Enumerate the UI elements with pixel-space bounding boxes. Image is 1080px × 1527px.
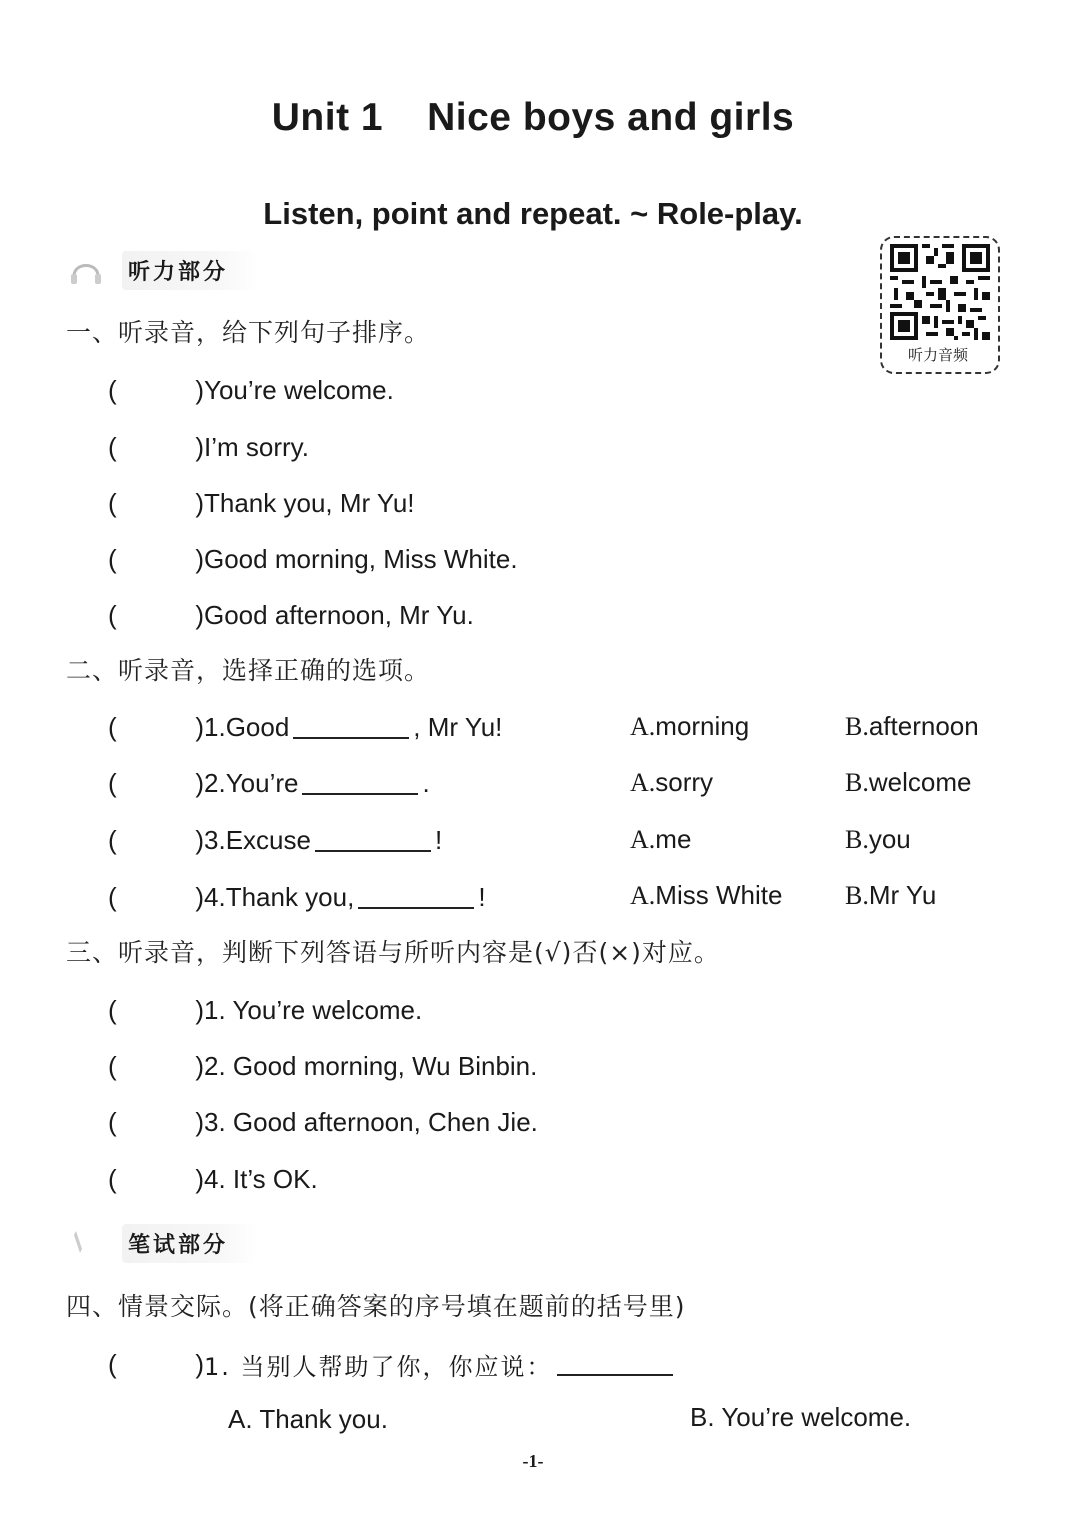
- fill-blank[interactable]: [557, 1352, 673, 1376]
- question-text-end: .: [422, 767, 430, 798]
- page-subtitle: Listen, point and repeat. ~ Role-play.: [263, 196, 803, 231]
- question-number: 3.: [204, 824, 226, 855]
- answer-bracket[interactable]: ( ): [108, 824, 204, 855]
- answer-bracket[interactable]: ( ): [108, 711, 204, 742]
- question-row: [108, 1346, 677, 1382]
- sentence-text: 3. Good afternoon, Chen Jie.: [204, 1106, 538, 1137]
- listening-section-tag: [66, 250, 258, 290]
- question-row: [108, 709, 502, 745]
- question-text: Thank you,: [225, 881, 355, 912]
- section3-heading: 三、听录音，判断下列答语与所听内容是(√)否(×)对应。: [66, 938, 720, 967]
- question-text: Good: [225, 711, 290, 742]
- question-row: [108, 822, 442, 858]
- answer-bracket[interactable]: ( ): [108, 1106, 204, 1137]
- sentence-text: Good morning, Miss White.: [204, 543, 518, 574]
- headphones-icon: [66, 250, 106, 290]
- option-b[interactable]: B.welcome: [845, 767, 972, 797]
- sentence-text: Good afternoon, Mr Yu.: [204, 599, 474, 630]
- fill-blank[interactable]: [358, 885, 474, 909]
- writing-section-tag: [66, 1223, 258, 1263]
- answer-bracket[interactable]: ( ): [108, 881, 204, 912]
- option-a[interactable]: A. Thank you.: [228, 1404, 388, 1434]
- fill-blank[interactable]: [293, 715, 409, 739]
- answer-bracket[interactable]: ( ): [108, 1050, 204, 1081]
- section2-heading: 二、听录音，选择正确的选项。: [66, 656, 431, 685]
- answer-bracket[interactable]: ( ): [108, 374, 204, 405]
- option-b[interactable]: B.you: [845, 824, 911, 854]
- answer-bracket[interactable]: ( ): [108, 431, 204, 462]
- list-item: [108, 1048, 537, 1084]
- answer-bracket[interactable]: ( ): [108, 1163, 204, 1194]
- question-text-end: , Mr Yu!: [413, 711, 503, 742]
- sentence-text: 1. You’re welcome.: [204, 994, 423, 1025]
- fill-blank[interactable]: [315, 828, 431, 852]
- sentence-text: You’re welcome.: [204, 374, 394, 405]
- question-number: 1.: [204, 711, 226, 742]
- page-number: -1-: [522, 1451, 544, 1471]
- question-text: You’re: [225, 767, 299, 798]
- sentence-text: I’m sorry.: [204, 431, 309, 462]
- question-text: Excuse: [225, 824, 311, 855]
- option-b[interactable]: B.afternoon: [845, 711, 979, 741]
- section1-heading: 一、听录音，给下列句子排序。: [66, 318, 431, 347]
- option-a[interactable]: A.morning: [630, 711, 750, 741]
- qr-code-icon: [890, 244, 990, 340]
- sentence-text: Thank you, Mr Yu!: [204, 487, 415, 518]
- answer-bracket[interactable]: ( ): [108, 994, 204, 1025]
- option-a[interactable]: A.sorry: [630, 767, 714, 797]
- list-item: [108, 372, 394, 408]
- answer-bracket[interactable]: ( ): [108, 543, 204, 574]
- list-item: [108, 1104, 538, 1140]
- answer-bracket[interactable]: ( ): [108, 599, 204, 630]
- pen-icon: [66, 1223, 106, 1263]
- listening-section-label: 听力部分: [122, 251, 258, 290]
- unit-number: Unit 1: [271, 96, 384, 139]
- fill-blank[interactable]: [302, 771, 418, 795]
- question-number: 2.: [204, 767, 226, 798]
- option-a[interactable]: A.me: [630, 824, 692, 854]
- question-row: [108, 765, 430, 801]
- option-a[interactable]: A.Miss White: [630, 880, 783, 910]
- list-item: [108, 992, 422, 1028]
- list-item: [108, 429, 309, 465]
- question-number: 4.: [204, 881, 226, 912]
- option-b[interactable]: B.Mr Yu: [845, 880, 937, 910]
- qr-code-label: 听力音频: [907, 346, 968, 364]
- page-title: [0, 96, 1066, 140]
- question-text-end: !: [478, 881, 486, 912]
- list-item: [108, 485, 415, 521]
- writing-section-label: 笔试部分: [122, 1224, 258, 1263]
- answer-bracket[interactable]: ( ): [108, 1348, 204, 1379]
- answer-bracket[interactable]: ( ): [108, 767, 204, 798]
- question-text: 1. 当别人帮助了你，你应说：: [204, 1352, 553, 1381]
- sentence-text: 4. It’s OK.: [204, 1163, 318, 1194]
- question-text-end: !: [434, 824, 443, 855]
- list-item: [108, 1161, 318, 1197]
- option-b[interactable]: B. You’re welcome.: [690, 1402, 912, 1432]
- sentence-text: 2. Good morning, Wu Binbin.: [204, 1050, 538, 1081]
- list-item: [108, 597, 474, 633]
- question-row: [108, 879, 486, 915]
- unit-name: Nice boys and girls: [427, 96, 795, 139]
- answer-bracket[interactable]: ( ): [108, 487, 204, 518]
- section4-heading: 四、情景交际。(将正确答案的序号填在题前的括号里): [66, 1292, 686, 1321]
- list-item: [108, 541, 518, 577]
